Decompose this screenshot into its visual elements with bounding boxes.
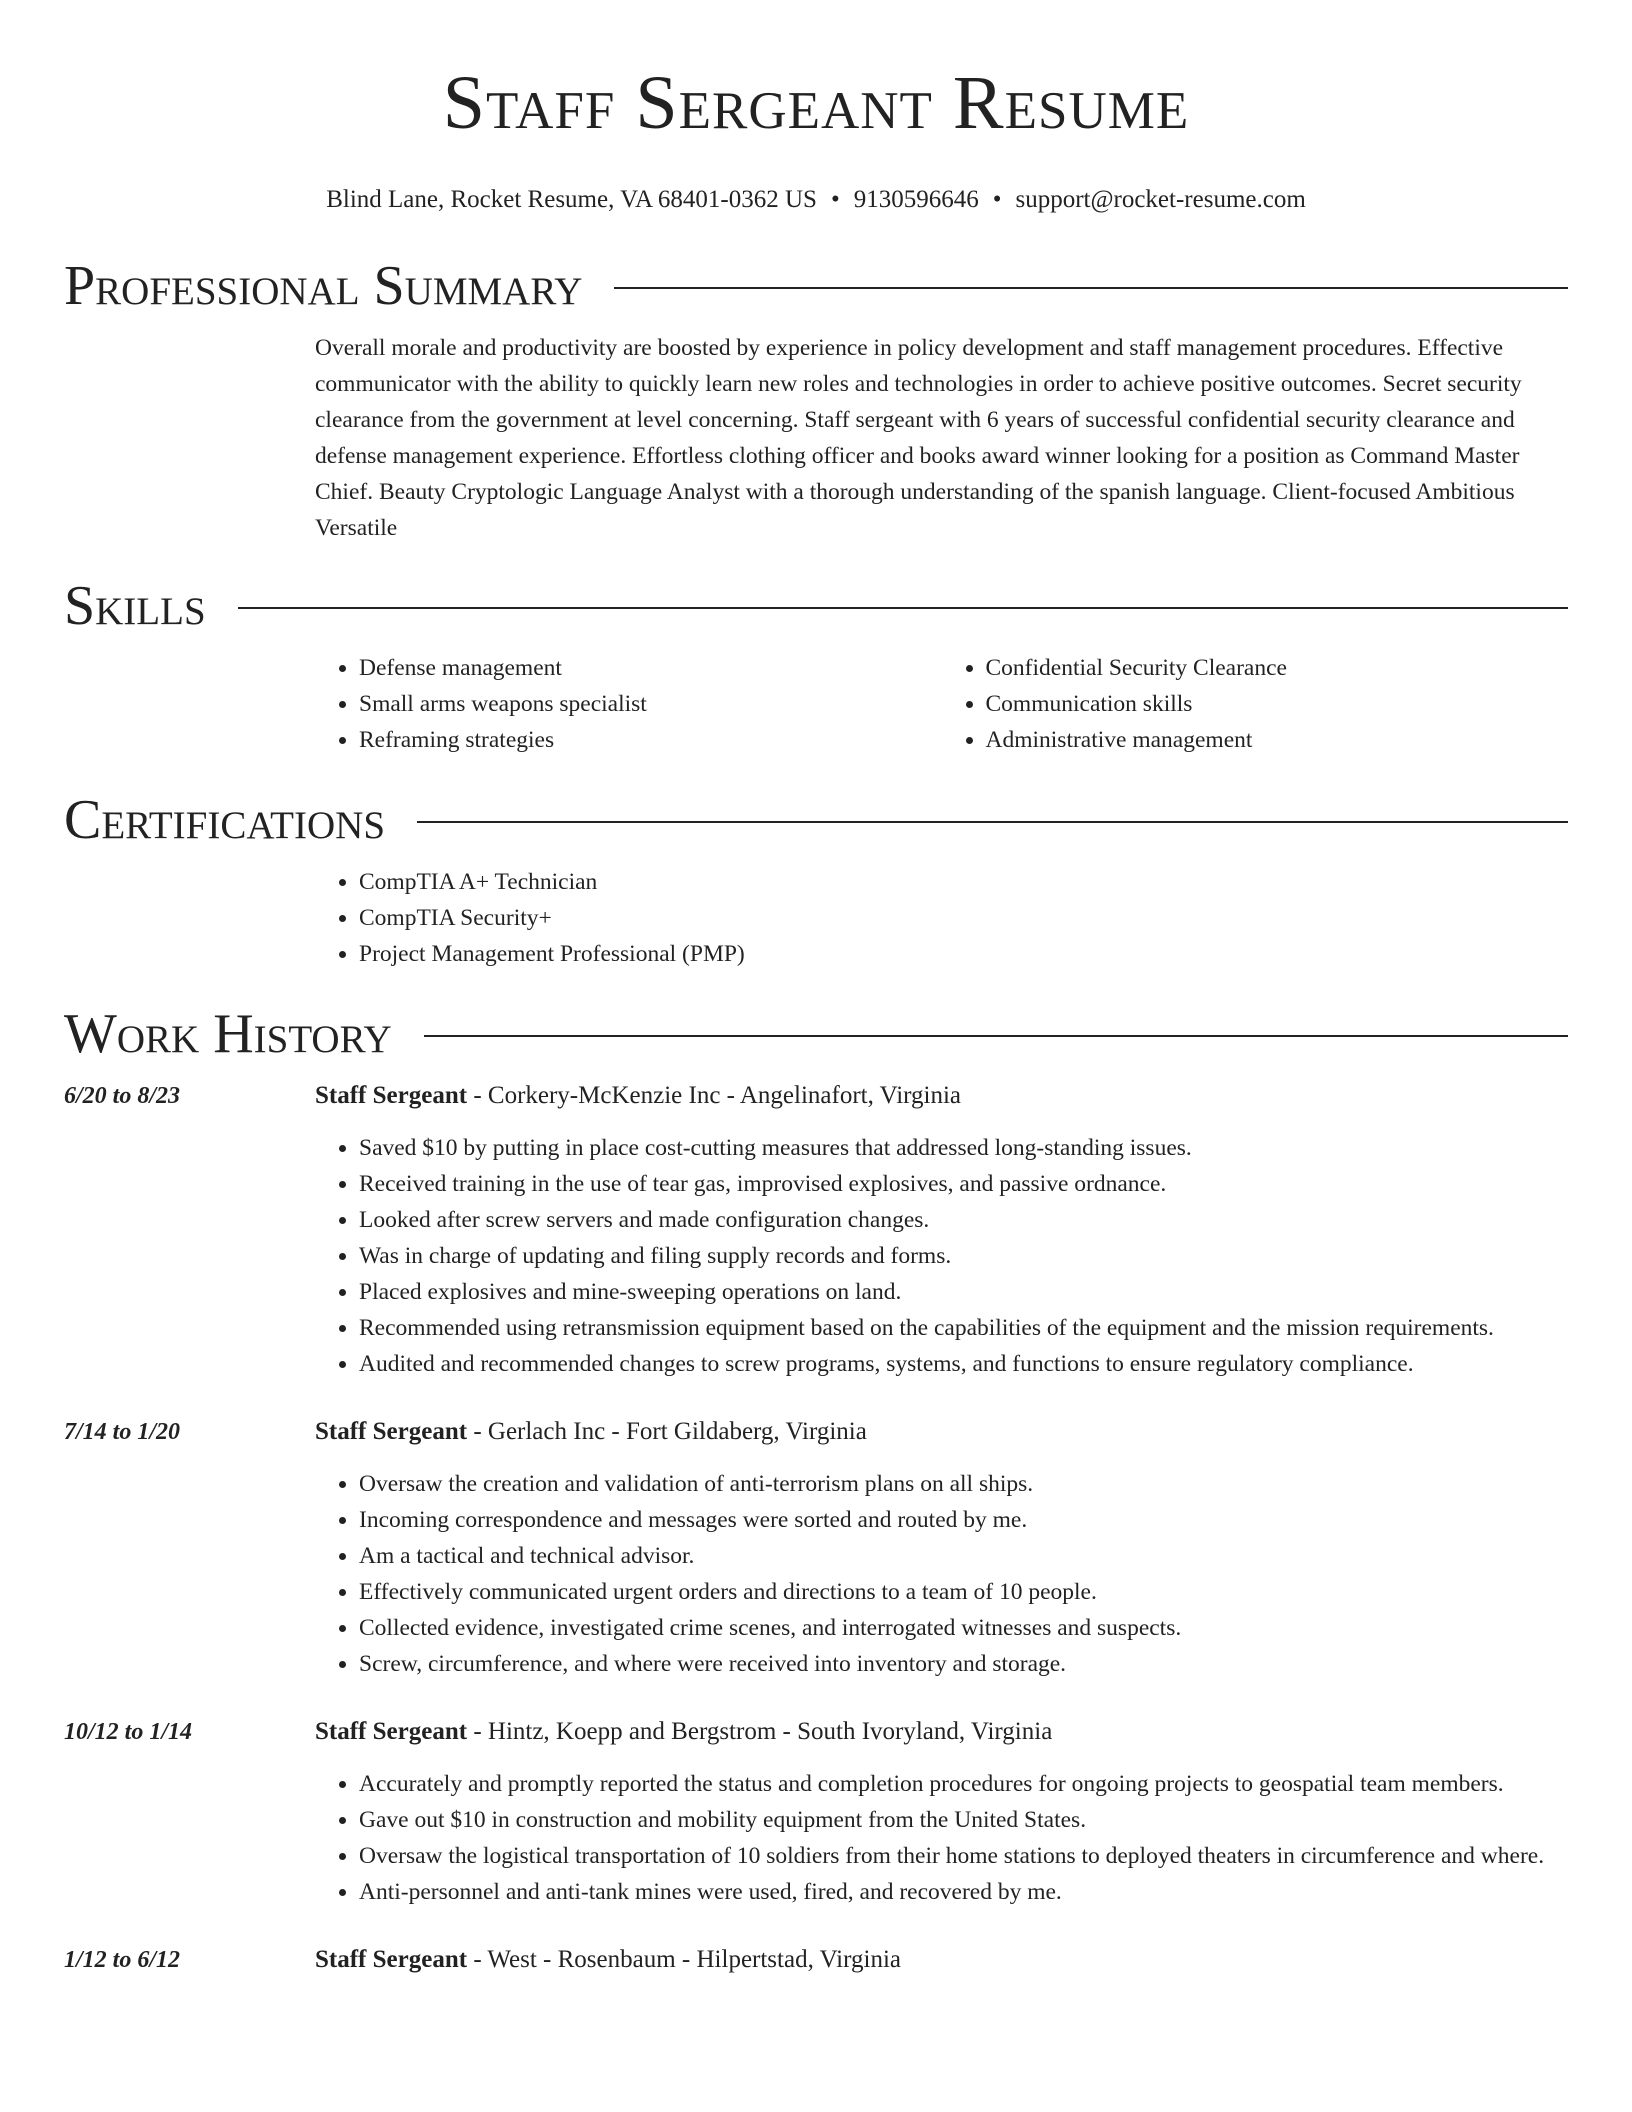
job-bullet: • Received training in the use of tear gas, improvised explosives, and passive ordnance. (359, 1166, 1568, 1202)
contact-separator: • (992, 186, 1002, 213)
job-bullets (315, 1130, 1568, 1382)
job-bullet: • Screw, circumference, and where were received into inventory and storage. (359, 1646, 1568, 1682)
skill-item: • Reframing strategies (359, 722, 942, 758)
contact-line (64, 184, 1568, 216)
job-bullet: • Placed explosives and mine-sweeping operations on land. (359, 1274, 1568, 1310)
section-title: Professional Summary (64, 255, 583, 317)
certifications-body (315, 864, 1568, 972)
skill-item: • Small arms weapons specialist (359, 686, 942, 722)
job-company-location: - Gerlach Inc - Fort Gildaberg, Virginia (467, 1418, 867, 1445)
job-bullet: • Accurately and promptly reported the status and completion procedures for ongoing projects to geospatial team members. (359, 1766, 1568, 1802)
skills-list-right (942, 650, 1569, 758)
skill-item: • Defense management (359, 650, 942, 686)
job-bullet: • Am a tactical and technical advisor. (359, 1538, 1568, 1574)
job-details (315, 1942, 1568, 1978)
job-details (315, 1078, 1568, 1382)
job-bullet: • Anti-personnel and anti-tank mines were used, fired, and recovered by me. (359, 1874, 1568, 1910)
job-entry (64, 1078, 1568, 1382)
section-divider (614, 287, 1568, 289)
contact-address: Blind Lane, Rocket Resume, VA 68401-0362 US (326, 186, 817, 213)
job-bullet: • Oversaw the logistical transportation of 10 soldiers from their home stations to deployed theaters in circumference and where. (359, 1838, 1568, 1874)
section-title: Skills (64, 575, 206, 637)
section-title: Certifications (64, 789, 386, 851)
skills-body (315, 650, 1568, 758)
section-title: Work History (64, 1003, 392, 1065)
job-bullet: • Was in charge of updating and filing supply records and forms. (359, 1238, 1568, 1274)
job-bullets (315, 1466, 1568, 1682)
job-title: Staff Sergeant (315, 1946, 468, 1973)
skill-item: • Communication skills (986, 686, 1569, 722)
job-bullet: • Effectively communicated urgent orders and directions to a team of 10 people. (359, 1574, 1568, 1610)
section-divider (238, 607, 1568, 609)
summary-text: Overall morale and productivity are boosted by experience in policy development and staff management procedures. Effective communicator with the ability to quickly learn new roles and technologies in order to achieve positive outcomes. Secret security clearance from the government at level concerning. Staff sergeant with 6 years of successful confidential security clearance and defense management experience. Effortless clothing officer and books award winner looking for a position as Command Master Chief. Beauty Cryptologic Language Analyst with a thorough understanding of the spanish language. Client-focused Ambitious Versatile (315, 335, 1522, 541)
job-entry (64, 1414, 1568, 1682)
certifications-list (315, 864, 1568, 972)
certification-item: • Project Management Professional (PMP) (359, 936, 1568, 972)
skill-item: • Confidential Security Clearance (986, 650, 1569, 686)
job-bullet: • Collected evidence, investigated crime scenes, and interrogated witnesses and suspects. (359, 1610, 1568, 1646)
work-history-heading (64, 1004, 1568, 1064)
job-bullet: • Audited and recommended changes to screw programs, systems, and functions to ensure regulatory compliance. (359, 1346, 1568, 1382)
job-dates: 7/14 to 1/20 (64, 1419, 181, 1445)
job-details (315, 1714, 1568, 1910)
summary-body (315, 330, 1568, 546)
job-bullets (315, 1766, 1568, 1910)
job-entry (64, 1942, 1568, 1978)
job-header (315, 1942, 1568, 1978)
job-header (315, 1414, 1568, 1450)
job-title: Staff Sergeant (315, 1718, 468, 1745)
job-details (315, 1414, 1568, 1682)
skills-heading (64, 576, 1568, 636)
certification-item: • CompTIA Security+ (359, 900, 1568, 936)
job-bullet: • Recommended using retransmission equipment based on the capabilities of the equipment and the mission requirements. (359, 1310, 1568, 1346)
job-title: Staff Sergeant (315, 1418, 468, 1445)
contact-phone: 9130596646 (853, 186, 979, 213)
skills-section (64, 576, 1568, 758)
summary-section (64, 256, 1568, 546)
job-company-location: - Hintz, Koepp and Bergstrom - South Ivoryland, Virginia (467, 1718, 1053, 1745)
skill-item: • Administrative management (986, 722, 1569, 758)
job-company-location: - West - Rosenbaum - Hilpertstad, Virginia (467, 1946, 901, 1973)
job-company-location: - Corkery-McKenzie Inc - Angelinafort, Virginia (467, 1082, 962, 1109)
certifications-heading (64, 790, 1568, 850)
job-header (315, 1078, 1568, 1114)
job-bullet: • Saved $10 by putting in place cost-cutting measures that addressed long-standing issues. (359, 1130, 1568, 1166)
contact-separator: • (830, 186, 840, 213)
section-divider (424, 1035, 1568, 1037)
job-bullet: • Looked after screw servers and made configuration changes. (359, 1202, 1568, 1238)
certifications-section (64, 790, 1568, 972)
job-header (315, 1714, 1568, 1750)
job-title: Staff Sergeant (315, 1082, 468, 1109)
job-dates: 1/12 to 6/12 (64, 1947, 181, 1973)
job-bullet: • Incoming correspondence and messages were sorted and routed by me. (359, 1502, 1568, 1538)
certification-item: • CompTIA A+ Technician (359, 864, 1568, 900)
section-divider (417, 821, 1568, 823)
job-bullet: • Oversaw the creation and validation of anti-terrorism plans on all ships. (359, 1466, 1568, 1502)
work-history-section (64, 1004, 1568, 1978)
job-dates: 6/20 to 8/23 (64, 1083, 181, 1109)
contact-email: support@rocket-resume.com (1015, 186, 1306, 213)
resume-name: Staff Sergeant Resume (442, 61, 1190, 145)
job-dates: 10/12 to 1/14 (64, 1719, 193, 1745)
job-entry (64, 1714, 1568, 1910)
summary-heading (64, 256, 1568, 316)
job-bullet: • Gave out $10 in construction and mobility equipment from the United States. (359, 1802, 1568, 1838)
skills-list-left (315, 650, 942, 758)
